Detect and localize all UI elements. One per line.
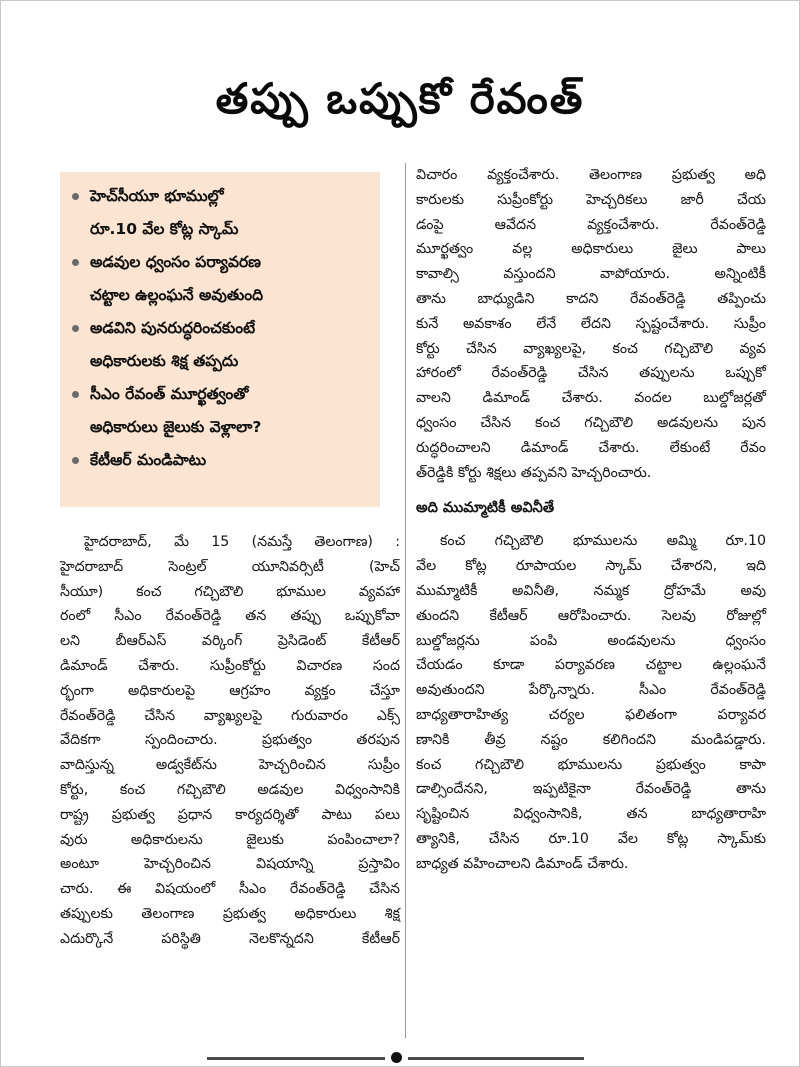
article-line: కునే అవకాశం లేనే లేదని స్పష్టంచేశారు. సుప్రీం — [416, 315, 766, 332]
highlight-line: అధికారులు జైలుకు వెళ్లాలా? — [90, 418, 262, 436]
article-line: విచారం వ్యక్తంచేశారు. తెలంగాణ ప్రభుత్వ అధి — [416, 167, 766, 183]
headline: తప్పు ఒప్పుకో రేవంత్ — [215, 74, 585, 123]
article-line: కంచ గచ్చిబౌలి భూములను ప్రభుత్వం కాపా — [416, 756, 766, 773]
article-line: డాల్సిందేనని, ఇప్పటికైనా రేవంత్‌రెడ్డి తాను — [416, 781, 766, 798]
article-line: వాదిస్తున్న అడ్వకేట్‌ను హెచ్చరించిన సుప్రీం — [60, 757, 400, 774]
article-line: కారులకు సుప్రీంకోర్టు హెచ్చరికలు జారీ చేయ — [416, 191, 766, 208]
highlight-line: రూ.10 వేల కోట్ల స్కామ్ — [90, 220, 239, 238]
article-line: సృష్టించిన విధ్వంసానికి, తన బాధ్యతారాహి — [416, 806, 766, 823]
article-line: డంపై ఆవేదన వ్యక్తంచేశారు. రేవంత్‌రెడ్డి — [416, 216, 766, 233]
article-line: బాధ్యతారాహిత్య చర్యల ఫలితంగా పర్యావర — [416, 706, 766, 723]
bottom-ornament-rule-left — [207, 1057, 385, 1060]
article-line: తప్పులకు తెలంగాణ ప్రభుత్వ అధికారులు శిక్ష — [60, 905, 400, 922]
subheading: అది ముమ్మాటికీ అవినీతే — [416, 500, 555, 517]
article-line: కోర్టు చేసిన వ్యాఖ్యలపై, కంచ గచ్చిబౌలి వ్యవ — [416, 340, 766, 357]
article-line: రాష్ట్ర ప్రభుత్వ ప్రధాన కార్యదర్శితో పాటు పలు — [60, 806, 400, 823]
article-line: బుల్డోజర్లను పంపి అండవులను ధ్వంసం — [416, 632, 766, 649]
article-line: ముమ్మాటికీ అవినీతి, నమ్మక ద్రోహమే అవు — [416, 582, 766, 599]
article-line: వాలని డిమాండ్ చేశారు. వందల బుల్డోజర్లతో — [416, 390, 766, 407]
article-line: తుందని కేటీఆర్ ఆరోపించారు. సెలవు రోజుల్లో — [416, 607, 766, 624]
bottom-ornament-dot — [391, 1052, 402, 1063]
article-line: తాను బాధ్యుడిని కాదని రేవంత్‌రెడ్డి తప్పించు — [416, 290, 766, 307]
bottom-ornament-rule-right — [408, 1057, 584, 1060]
article-line: ర్భంగా అధికారులపై ఆగ్రహం వ్యక్తం చేస్తూ — [60, 682, 400, 699]
article-line: రేవంత్‌రెడ్డి చేసిన వ్యాఖ్యలపై గురువారం ఎక్స్ — [60, 707, 400, 724]
article-line: కంచ గచ్చిబౌలి భూములను అమ్మి రూ.10 — [440, 533, 766, 550]
article-column-right — [416, 163, 766, 877]
highlight-line: చట్టాల ఉల్లంఘనే అవుతుంది — [90, 286, 264, 304]
bullet-dot-icon — [72, 457, 79, 464]
highlight-line: అధికారులకు శిక్ష తప్పదు — [90, 352, 239, 370]
highlights-box — [60, 172, 380, 507]
highlight-line: అడవుల ధ్వంసం పర్యావరణ — [90, 253, 261, 271]
column-divider — [405, 163, 406, 1038]
article-line: అవుతుందని పేర్కొన్నారు. సీఎం రేవంత్‌రెడ్డి — [416, 682, 766, 699]
highlight-item — [68, 378, 370, 444]
article-line: వేల కోట్ల రూపాయల స్కామ్ చేశారని, ఇది — [416, 558, 766, 575]
article-line: రుద్ధరించాలని డిమాండ్ చేశారు. లేకుంటే రేవం — [416, 439, 766, 456]
article-line: ఎదుర్కొనే పరిస్థితి నెలకొన్నదని కేటీఆర్ — [60, 930, 400, 947]
article-line: హారంలో రేవంత్‌రెడ్డి చేసిన తప్పులను ఒప్పుకో — [416, 365, 766, 382]
article-line: బాధ్యత వహించాలని డిమాండ్ చేశారు. — [416, 855, 629, 872]
article-column-left — [60, 530, 400, 952]
highlight-line: హెచ్‌సీయూ భూముల్లో — [90, 187, 224, 205]
highlight-line: సీఎం రేవంత్ మూర్ఖత్వంతో — [90, 385, 249, 403]
highlight-item — [68, 180, 370, 246]
article-line: త్యానికి, చేసిన రూ.10 వేల కోట్ల స్కామ్‌కు — [416, 830, 766, 847]
article-line: కోర్టు, కంచ గచ్చిబౌలి అడవుల విధ్వంసానికి — [60, 781, 400, 798]
article-line: ధ్వంసం చేసిన కంచ గచ్చిబౌలి అడవులను పున — [416, 414, 766, 431]
bullet-dot-icon — [72, 391, 79, 398]
highlight-item — [68, 312, 370, 378]
highlight-line: అడవిని పునరుద్ధరించకుంటే — [90, 319, 256, 337]
article-line: ణానికి తీవ్ర నష్టం కలిగిందని మండిపడ్డారు. — [416, 731, 766, 748]
article-line: చారు. ఈ విషయంలో సీఎం రేవంత్‌రెడ్డి చేసిన — [60, 881, 400, 898]
highlight-item — [68, 246, 370, 312]
article-line: వేదికగా స్పందించారు. ప్రభుత్వం తరపున — [60, 732, 400, 749]
article-line: డిమాండ్ చేశారు. సుప్రీంకోర్టు విచారణ సంద — [60, 657, 400, 674]
bullet-dot-icon — [72, 259, 79, 266]
bullet-dot-icon — [72, 193, 79, 200]
article-line: హైదరాబాద్, మే 15 (నమస్తే తెలంగాణ) : — [84, 534, 400, 550]
article-line: సీయూ) కంచ గచ్చిబౌలి భూముల వ్యవహా — [60, 583, 400, 600]
article-line: అంటూ హెచ్చరించిన విషయాన్ని ప్రస్తావిం — [60, 856, 400, 873]
bullet-dot-icon — [72, 325, 79, 332]
article-line: వురు అధికారులను జైలుకు పంపించాలా? — [60, 831, 400, 848]
highlight-line: కేటీఆర్ మండిపాటు — [90, 451, 207, 469]
article-line: కావాల్సి వస్తుందని వాపోయారు. అన్నింటికీ — [416, 266, 766, 283]
article-line: చేయడం కూడా పర్యావరణ చట్టాల ఉల్లంఘనే — [416, 657, 766, 674]
article-line: రంలో సీఎం రేవంత్‌రెడ్డి తన తప్పు ఒప్పుకోవా — [60, 608, 400, 625]
highlight-item — [68, 444, 370, 477]
article-line: త్‌రెడ్డికి కోర్టు శిక్షలు తప్పవని హెచ్చరించారు. — [416, 464, 652, 481]
article-line: మూర్ఖత్వం వల్ల అధికారులు జైలు పాలు — [416, 241, 766, 258]
article-line: హైదరాబాద్ సెంట్రల్ యూనివర్సిటీ (హెచ్ — [60, 558, 400, 575]
article-line: లని బీఆర్‌ఎస్ వర్కింగ్ ప్రెసిడెంట్ కేటీఆర్ — [60, 633, 400, 650]
